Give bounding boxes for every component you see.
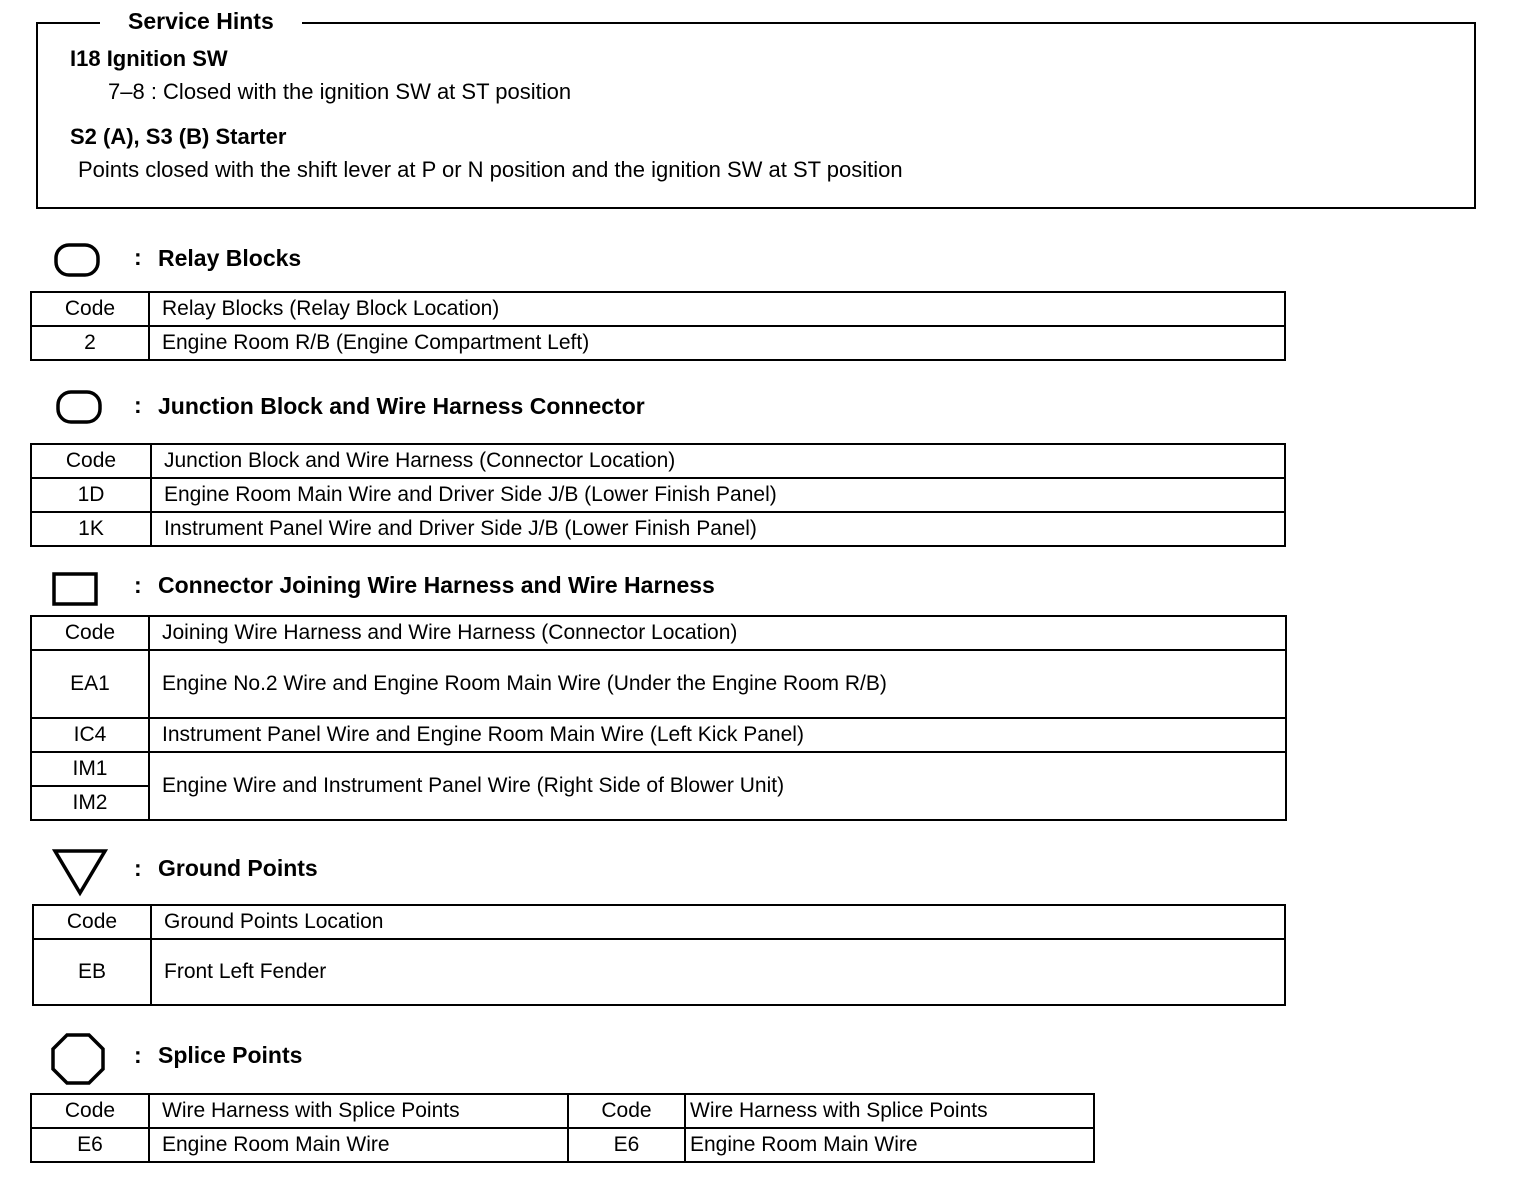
- row-code: 2: [31, 326, 149, 360]
- row-code: EB: [33, 939, 151, 1005]
- table-header-row: [31, 616, 1286, 650]
- row-desc: Engine Room Main Wire and Driver Side J/B (Lower Finish Panel): [151, 478, 1285, 512]
- table-row: [31, 1128, 1094, 1162]
- header-code: Code: [568, 1094, 685, 1128]
- row-desc: Engine No.2 Wire and Engine Room Main Wire (Under the Engine Room R/B): [149, 650, 1286, 718]
- table-row: [33, 939, 1285, 1005]
- header-code: Code: [31, 444, 151, 478]
- row-code: IC4: [31, 718, 149, 752]
- table-row: [31, 478, 1285, 512]
- hint-heading-starter: S2 (A), S3 (B) Starter: [70, 124, 287, 149]
- table-row: [31, 718, 1286, 752]
- row-desc: Front Left Fender: [151, 939, 1285, 1005]
- relay-blocks-title: Relay Blocks: [158, 245, 302, 271]
- connector-title: Connector Joining Wire Harness and Wire Harness: [158, 572, 715, 598]
- row-code: EA1: [31, 650, 149, 718]
- junction-block-title: Junction Block and Wire Harness Connector: [158, 393, 645, 419]
- header-location: Ground Points Location: [151, 905, 1285, 939]
- table-header-row: [31, 292, 1285, 326]
- row-desc: Instrument Panel Wire and Driver Side J/B (Lower Finish Panel): [151, 512, 1285, 546]
- junction-block-table: [30, 443, 1286, 547]
- section-colon: :: [134, 572, 142, 598]
- header-code: Code: [31, 292, 149, 326]
- table-header-row: [33, 905, 1285, 939]
- header-code: Code: [31, 1094, 149, 1128]
- header-location: Junction Block and Wire Harness (Connector Location): [151, 444, 1285, 478]
- header-location: Joining Wire Harness and Wire Harness (Connector Location): [149, 616, 1286, 650]
- table-header-row: [31, 1094, 1094, 1128]
- header-wire-harness: Wire Harness with Splice Points: [149, 1094, 568, 1128]
- row-code: E6: [568, 1128, 685, 1162]
- row-code: IM2: [31, 786, 149, 820]
- hint-heading-ignition-sw: I18 Ignition SW: [70, 46, 228, 71]
- table-row: [31, 752, 1286, 786]
- header-wire-harness: Wire Harness with Splice Points: [685, 1094, 1094, 1128]
- row-desc: Engine Room R/B (Engine Compartment Left): [149, 326, 1285, 360]
- service-hints-title: Service Hints: [100, 8, 302, 35]
- rounded-rectangle-icon: [54, 243, 100, 277]
- row-desc: Engine Room Main Wire: [685, 1128, 1094, 1162]
- ground-points-title: Ground Points: [158, 855, 318, 881]
- section-colon: :: [134, 392, 142, 418]
- section-colon: :: [134, 244, 142, 270]
- splice-points-title: Splice Points: [158, 1042, 303, 1068]
- relay-blocks-table: [30, 291, 1286, 361]
- section-colon: :: [134, 855, 142, 881]
- row-code: IM1: [31, 752, 149, 786]
- splice-points-table: [30, 1093, 1095, 1163]
- section-colon: :: [134, 1042, 142, 1068]
- rounded-rectangle-icon: [56, 390, 102, 424]
- table-row: [31, 650, 1286, 718]
- octagon-icon: [50, 1032, 106, 1086]
- hint-text-starter: Points closed with the shift lever at P or N position and the ignition SW at ST position: [78, 157, 903, 182]
- header-code: Code: [31, 616, 149, 650]
- header-code: Code: [33, 905, 151, 939]
- connector-table: [30, 615, 1287, 821]
- rectangle-icon: [52, 572, 98, 606]
- row-code: E6: [31, 1128, 149, 1162]
- ground-points-table: [32, 904, 1286, 1006]
- row-code: 1K: [31, 512, 151, 546]
- header-location: Relay Blocks (Relay Block Location): [149, 292, 1285, 326]
- hint-text-ignition-sw: 7–8 : Closed with the ignition SW at ST position: [108, 79, 572, 104]
- row-desc: Instrument Panel Wire and Engine Room Main Wire (Left Kick Panel): [149, 718, 1286, 752]
- table-row: [31, 326, 1285, 360]
- table-row: [31, 512, 1285, 546]
- table-header-row: [31, 444, 1285, 478]
- triangle-down-icon: [52, 848, 108, 896]
- row-desc: Engine Wire and Instrument Panel Wire (Right Side of Blower Unit): [149, 752, 1286, 820]
- row-desc: Engine Room Main Wire: [149, 1128, 568, 1162]
- row-code: 1D: [31, 478, 151, 512]
